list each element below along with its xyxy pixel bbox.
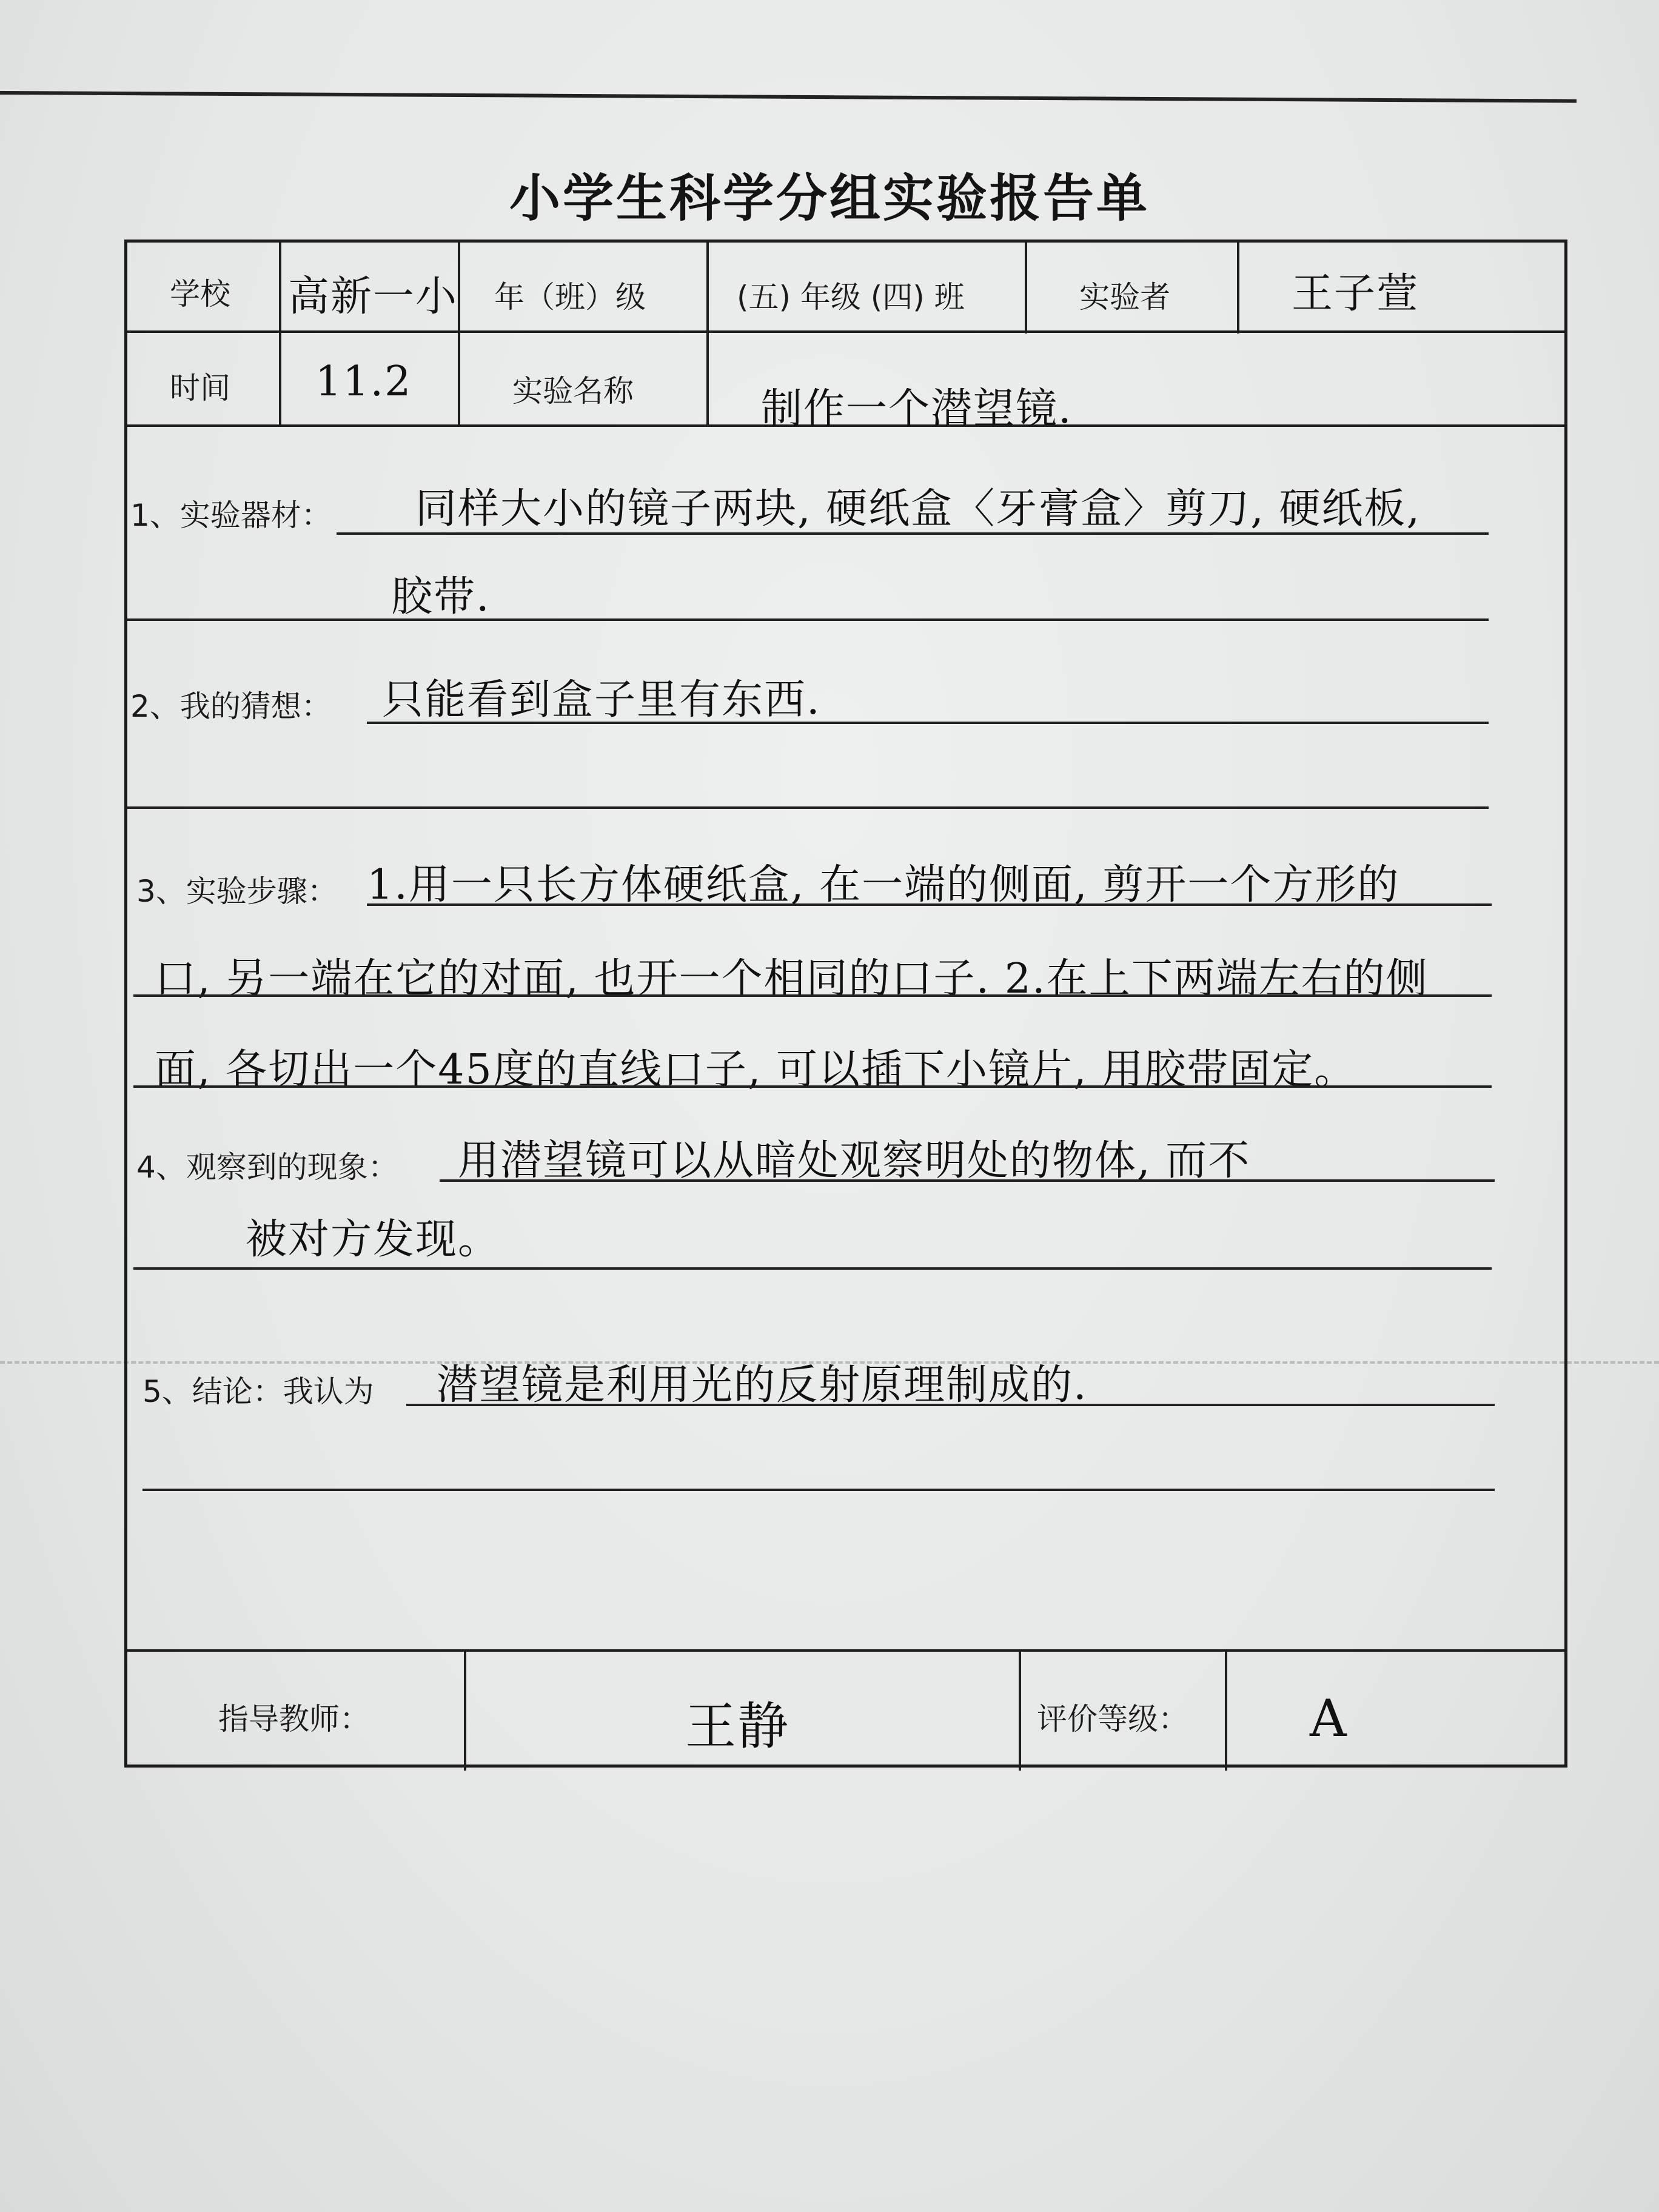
experiment-name-label: 实验名称 (512, 374, 634, 409)
header-col-3 (706, 243, 709, 424)
conclusion-label: 5、结论：我认为 (142, 1374, 374, 1409)
footer-col-3 (1225, 1649, 1227, 1771)
top-edge-line (0, 91, 1577, 103)
guess-line-1: 只能看到盒子里有东西. (382, 676, 821, 724)
observation-label: 4、观察到的现象： (136, 1150, 398, 1185)
conclusion-underline-1 (406, 1404, 1495, 1406)
header-col-4 (1025, 243, 1027, 333)
materials-label: 1、实验器材： (130, 498, 332, 533)
header-row-divider (127, 330, 1564, 333)
footer-col-2 (1019, 1649, 1021, 1771)
header-col-2 (458, 243, 460, 424)
footer-top-divider (127, 1649, 1564, 1652)
school-value: 高新一小 (288, 273, 458, 321)
conclusion-underline-2 (142, 1489, 1495, 1491)
steps-line-1: 1.用一只长方体硬纸盒, 在一端的侧面, 剪开一个方形的 (367, 861, 1400, 909)
steps-line-2: 口, 另一端在它的对面, 也开一个相同的口子. 2.在上下两端左右的侧 (155, 955, 1429, 1003)
header-col-5 (1237, 243, 1239, 333)
experimenter-label: 实验者 (1079, 280, 1170, 315)
conclusion-line-1: 潜望镜是利用光的反射原理制成的. (437, 1361, 1088, 1409)
materials-line-1: 同样大小的镜子两块, 硬纸盒〈牙膏盒〉剪刀, 硬纸板, (415, 485, 1421, 533)
materials-underline-1 (337, 532, 1489, 535)
evaluation-grade-label: 评价等级： (1037, 1701, 1188, 1737)
grade-class-value: (五) 年级 (四) 班 (737, 280, 965, 315)
evaluation-grade-value: A (1310, 1689, 1348, 1748)
steps-underline-1 (367, 903, 1492, 906)
footer-col-1 (464, 1649, 466, 1771)
experimenter-value: 王子萱 (1292, 270, 1419, 318)
school-label: 学校 (170, 276, 230, 312)
observation-underline-2 (133, 1267, 1492, 1270)
steps-label: 3、实验步骤： (136, 874, 338, 909)
steps-line-3: 面, 各切出一个45度的直线口子, 可以插下小镜片, 用胶带固定。 (155, 1046, 1357, 1094)
time-label: 时间 (170, 370, 230, 406)
observation-underline-1 (440, 1179, 1495, 1182)
time-value: 11.2 (315, 358, 412, 406)
materials-underline-2 (127, 618, 1489, 621)
materials-line-2: 胶带. (391, 573, 491, 621)
teacher-signature: 王静 (685, 1697, 790, 1756)
observation-line-1: 用潜望镜可以从暗处观察明处的物体, 而不 (458, 1137, 1251, 1185)
guess-underline-2 (127, 806, 1489, 809)
observation-line-2: 被对方发现。 (246, 1216, 501, 1264)
teacher-label: 指导教师： (218, 1701, 370, 1737)
steps-underline-3 (133, 1085, 1492, 1088)
experiment-name-value: 制作一个潜望镜. (761, 385, 1073, 433)
report-title: 小学生科学分组实验报告单 (509, 169, 1150, 228)
report-form (124, 240, 1567, 1768)
guess-label: 2、我的猜想： (130, 689, 332, 724)
steps-underline-2 (133, 994, 1492, 997)
guess-underline-1 (367, 722, 1489, 724)
grade-class-label: 年（班）级 (494, 280, 646, 315)
header-col-1 (279, 243, 281, 424)
